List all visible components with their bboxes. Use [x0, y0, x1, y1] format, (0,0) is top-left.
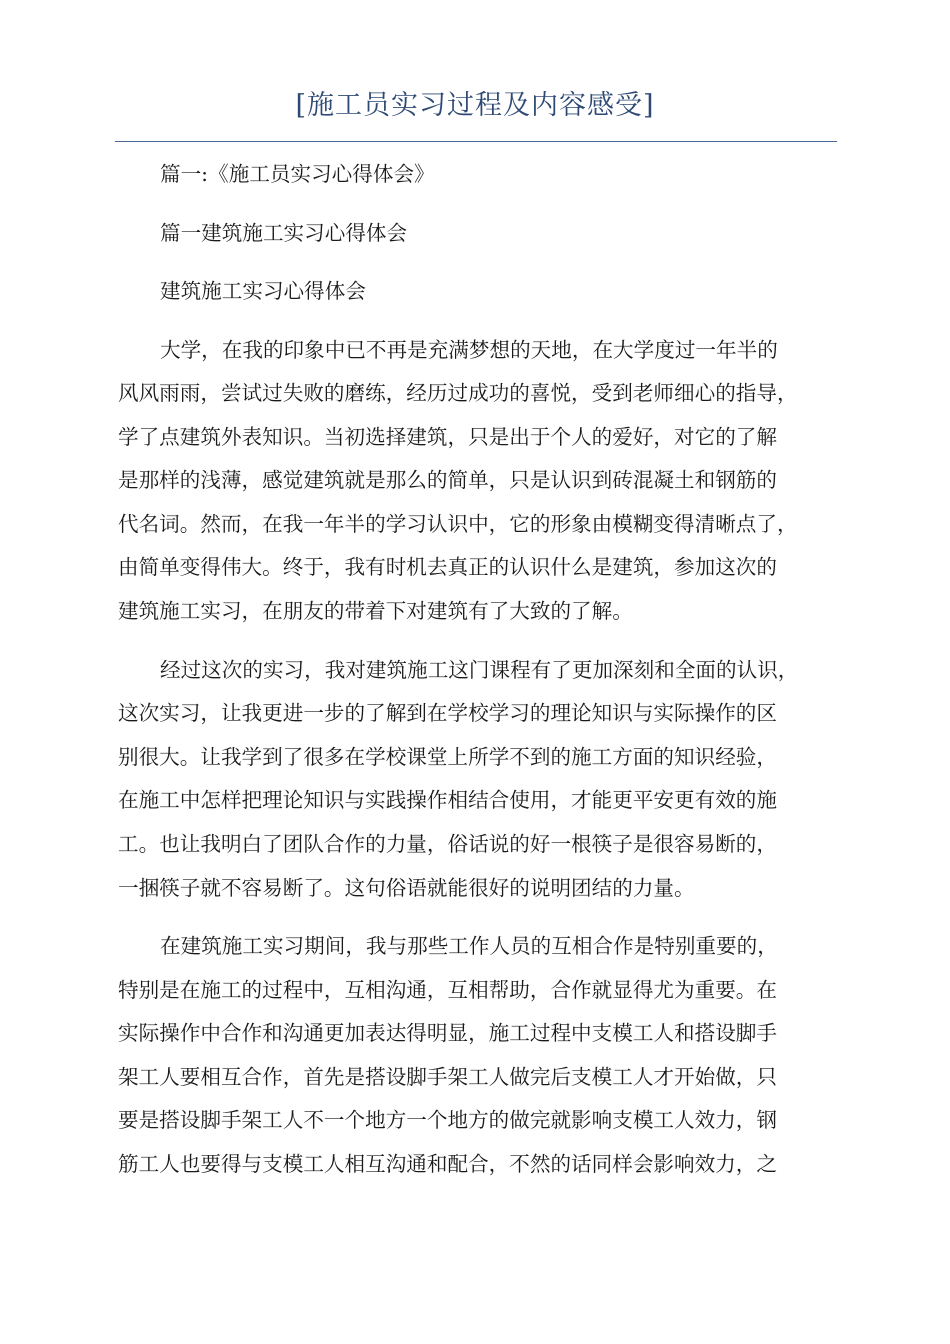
document-body	[118, 160, 834, 1209]
paragraph-line: 学了点建筑外表知识。当初选择建筑，只是出于个人的爱好，对它的了解	[118, 424, 777, 449]
paragraph-line: 建筑施工实习，在朋友的带着下对建筑有了大致的了解。	[118, 599, 633, 624]
paragraph-line: 代名词。然而，在我一年半的学习认识中，它的形象由模糊变得清晰点了，	[118, 511, 798, 536]
document-title: [施工员实习过程及内容感受]	[295, 90, 655, 121]
paragraph-line: 特别是在施工的过程中，互相沟通，互相帮助，合作就显得尤为重要。在	[118, 977, 777, 1002]
paragraph-line: 风风雨雨，尝试过失败的磨练，经历过成功的喜悦，受到老师细心的指导，	[118, 381, 798, 406]
heading-2: 篇一建筑施工实习心得体会	[160, 220, 408, 245]
paragraph-line: 由简单变得伟大。终于，我有时机去真正的认识什么是建筑，参加这次的	[118, 555, 777, 580]
paragraph-line: 筋工人也要得与支模工人相互沟通和配合，不然的话同样会影响效力，之	[118, 1152, 777, 1176]
paragraph-1	[118, 336, 834, 627]
heading-3: 建筑施工实习心得体会	[160, 279, 366, 303]
paragraph-line: 在施工中怎样把理论知识与实践操作相结合使用，才能更平安更有效的施	[118, 788, 777, 813]
paragraph-2	[118, 656, 834, 903]
paragraph-line: 一捆筷子就不容易断了。这句俗语就能很好的说明团结的力量。	[118, 875, 695, 900]
title-divider	[115, 141, 837, 142]
paragraph-line: 实际操作中合作和沟通更加表达得明显，施工过程中支模工人和搭设脚手	[118, 1021, 777, 1046]
paragraph-line: 这次实习，让我更进一步的了解到在学校学习的理论知识与实际操作的区	[118, 701, 777, 726]
paragraph-line: 在建筑施工实习期间，我与那些工作人员的互相合作是特别重要的，	[160, 934, 778, 959]
paragraph-line: 架工人要相互合作，首先是搭设脚手架工人做完后支模工人才开始做，只	[118, 1064, 777, 1089]
paragraph-line: 要是搭设脚手架工人不一个地方一个地方的做完就影响支模工人效力，钢	[118, 1108, 777, 1133]
paragraph-3	[118, 932, 834, 1179]
paragraph-line: 工。也让我明白了团队合作的力量，俗话说的好一根筷子是很容易断的，	[118, 831, 777, 856]
paragraph-line: 是那样的浅薄，感觉建筑就是那么的简单，只是认识到砖混凝土和钢筋的	[118, 468, 777, 493]
paragraph-line: 别很大。让我学到了很多在学校课堂上所学不到的施工方面的知识经验，	[118, 744, 777, 769]
paragraph-line: 大学，在我的印象中已不再是充满梦想的天地，在大学度过一年半的	[160, 337, 778, 362]
paragraph-line: 经过这次的实习，我对建筑施工这门课程有了更加深刻和全面的认识，	[160, 657, 799, 682]
heading-1: 篇一:《施工员实习心得体会》	[160, 162, 435, 186]
